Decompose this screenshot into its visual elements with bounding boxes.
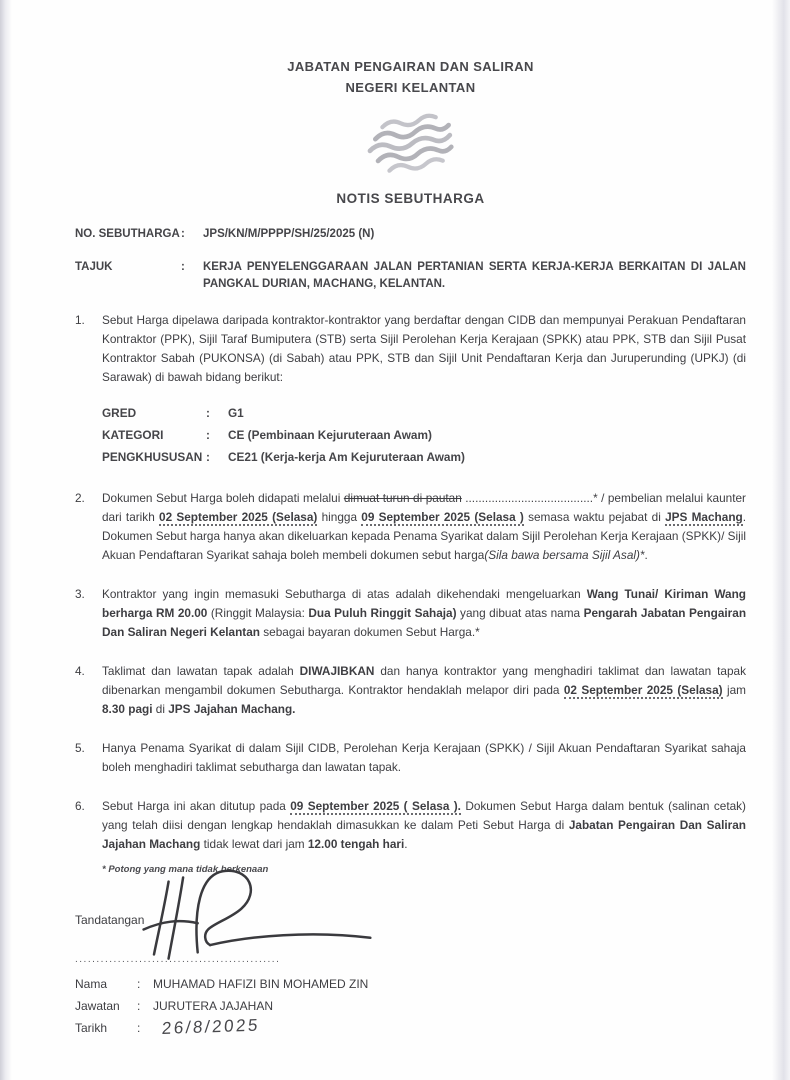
signature-field-nama xyxy=(75,973,746,995)
spec-row-pengkhususan xyxy=(102,446,746,468)
notice-item-5 xyxy=(75,739,746,777)
ref-number-value: JPS/KN/M/PPPP/SH/25/2025 (N) xyxy=(203,228,375,240)
field-colon: : xyxy=(137,999,141,1013)
title-value: KERJA PENYELENGGARAAN JALAN PERTANIAN SERTA KERJA-KERJA BERKAITAN DI JALAN PANGKAL DURIAN, MACHANG, KELANTAN. xyxy=(203,261,746,290)
item-number: 1. xyxy=(75,313,85,327)
signature-block xyxy=(75,899,746,1041)
item-number: 3. xyxy=(75,587,85,601)
item-number: 6. xyxy=(75,799,85,813)
footnote: * Potong yang mana tidak berkenaan xyxy=(102,864,269,875)
field-value: JURUTERA JAJAHAN xyxy=(153,999,274,1013)
title-label: TAJUK xyxy=(75,261,113,273)
document-header xyxy=(75,56,746,206)
notice-items xyxy=(75,311,746,875)
item-text: Sebut Harga ini akan ditutup pada 09 September 2025 ( Selasa ). Dokumen Sebut Harga dalam bentuk (salinan cetak) yang telah diisi dengan lengkap hendaklah dimasukkan ke dalam Peti Sebut Harga di Jabatan Pengairan Dan Saliran Jajahan Machang tidak lewat dari jam 12.00 tengah hari. xyxy=(102,799,746,851)
field-colon: : xyxy=(137,1021,141,1035)
notice-item-6 xyxy=(75,797,746,854)
signature-fields xyxy=(75,973,746,1041)
title-row xyxy=(75,259,746,293)
spec-value: CE (Pembinaan Kejuruteraan Awam) xyxy=(228,428,432,442)
notice-item-1 xyxy=(75,311,746,469)
item-number: 2. xyxy=(75,491,85,505)
spec-colon: : xyxy=(206,406,210,420)
item-text xyxy=(102,311,746,469)
spec-value: CE21 (Kerja-kerja Am Kejuruteraan Awam) xyxy=(228,450,465,464)
spec-label: PENGKHUSUSAN xyxy=(102,450,203,464)
item-number: 5. xyxy=(75,741,85,755)
spec-value: G1 xyxy=(228,406,244,420)
signature-dotted-line: ................................................ xyxy=(75,954,281,965)
spec-row-kategori xyxy=(102,424,746,446)
ref-number-colon: : xyxy=(181,228,185,240)
field-label: Jawatan xyxy=(75,999,120,1013)
ref-number-row xyxy=(75,226,746,243)
field-value: MUHAMAD HAFIZI BIN MOHAMED ZIN xyxy=(153,977,369,991)
item-paragraph: Sebut Harga dipelawa daripada kontraktor-kontraktor yang berdaftar dengan CIDB dan mempunyai Perakuan Pendaftaran Kontraktor (PPK), Sijil Taraf Bumiputera (STB) serta Sijil Perolehan Kerja Kerajaan (SPKK) atau PPK, STB dan Sijil Pusat Kontraktor Sabah (PUKONSA) (di Sabah) atau PPK, STB dan Sijil Unit Pendaftaran Kerja dan Juruperunding (UPKJ) (di Sarawak) di bawah bidang berikut: xyxy=(102,313,746,384)
spec-colon: : xyxy=(206,450,210,464)
signature-label: Tandatangan xyxy=(75,913,145,927)
notice-item-4 xyxy=(75,662,746,719)
item-text: Kontraktor yang ingin memasuki Sebutharga di atas adalah dikehendaki mengeluarkan Wang Tunai/ Kiriman Wang berharga RM 20.00 (Ringgit Malaysia: Dua Puluh Ringgit Sahaja) yang dibuat atas nama Pengarah Jabatan Pengairan Dan Saliran Negeri Kelantan sebagai bayaran dokumen Sebut Harga.* xyxy=(102,587,747,639)
ref-number-label: NO. SEBUTHARGA xyxy=(75,228,180,240)
reference-section xyxy=(75,226,746,293)
item-text: Dokumen Sebut Harga boleh didapati melalui dimuat turun di pautan .......................................* / pembelian melalui kaunter dari tarikh 02 September 2025 (Selasa) hingga 09 September 2025 (Selasa ) semasa waktu pejabat di JPS Machang. Dokumen Sebut harga hanya akan dikeluarkan kepada Penama Syarikat dalam Sijil Perolehan Kerja Kerajaan (SPKK)/ Sijil Akuan Pendaftaran Syarikat sahaja boleh membeli dokumen sebut harga(Sila bawa bersama Sijil Asal)*. xyxy=(102,491,747,562)
jps-waves-logo xyxy=(352,112,470,178)
spec-label: KATEGORI xyxy=(102,428,164,442)
notice-item-2 xyxy=(75,489,746,565)
item-text: Hanya Penama Syarikat di dalam Sijil CIDB, Perolehan Kerja Kerajaan (SPKK) / Sijil Akuan Pendaftaran Syarikat sahaja boleh menghadiri taklimat sebutharga dan lawatan tapak. xyxy=(102,741,746,774)
item-number: 4. xyxy=(75,664,85,678)
field-colon: : xyxy=(137,977,141,991)
spec-colon: : xyxy=(206,428,210,442)
title-colon: : xyxy=(181,261,185,273)
signature-field-tarikh xyxy=(75,1017,746,1041)
org-name-line1: JABATAN PENGAIRAN DAN SALIRAN xyxy=(287,59,534,74)
notice-item-3 xyxy=(75,585,746,642)
spec-label: GRED xyxy=(102,406,137,420)
spec-row-gred xyxy=(102,402,746,424)
field-label: Tarikh xyxy=(75,1021,108,1035)
notice-title: NOTIS SEBUTHARGA xyxy=(336,191,485,206)
signature-scribble xyxy=(133,865,383,969)
item-text: Taklimat dan lawatan tapak adalah DIWAJIBKAN dan hanya kontraktor yang menghadiri taklimat dan lawatan tapak dibenarkan mengambil dokumen Sebutharga. Kontraktor hendaklah melapor diri pada 02 September 2025 (Selasa) jam 8.30 pagi di JPS Jajahan Machang. xyxy=(102,664,746,716)
registration-spec-table xyxy=(102,402,746,468)
field-label: Nama xyxy=(75,977,108,991)
handwritten-date: 26/8/2025 xyxy=(161,1015,261,1038)
org-name-line2: NEGERI KELANTAN xyxy=(345,80,476,95)
